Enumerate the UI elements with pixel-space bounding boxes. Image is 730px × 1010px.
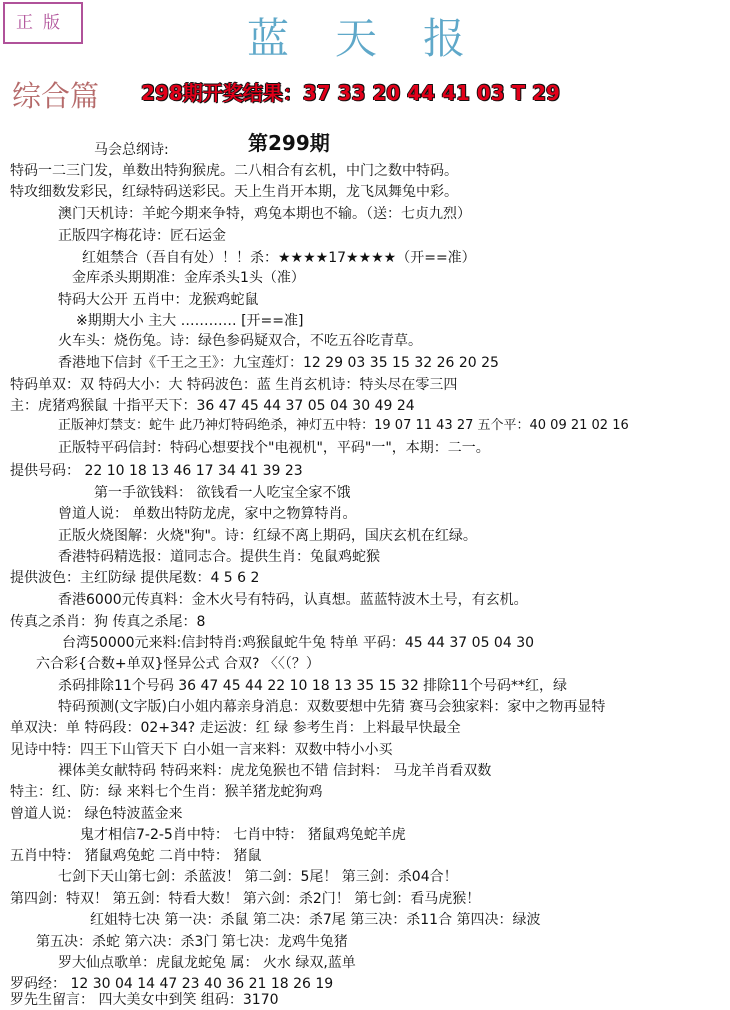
authentic-stamp: 正版 (3, 2, 83, 44)
text-line: 火车头：烧伤兔。诗：绿色参码疑双合，不吃五谷吃青草。 (58, 333, 422, 349)
text-line: 裸体美女献特码 特码来料：虎龙兔猴也不错 信封料： 马龙羊肖看双数 (58, 763, 492, 779)
text-line: 正版神灯禁支：蛇牛 此乃神灯特码绝杀，神灯五中特：19 07 11 43 27 五个平：40 09 21 02 16 (58, 418, 629, 433)
text-line: 香港地下信封《千王之王》：九宝莲灯：12 29 03 35 15 32 26 20 25 (58, 355, 499, 371)
text-line: 曾道人说： 绿色特波蓝金来 (10, 806, 183, 822)
text-line: 特码预测(文字版)白小姐内幕亲身消息：双数要想中先猜 赛马会独家料：家中之物再显特 (58, 699, 606, 715)
text-line: 第四剑：特双！ 第五剑：特看大数！ 第六剑：杀2门！ 第七剑：看马虎猴！ (10, 891, 481, 907)
text-line: 红姐禁合（吾自有处）！！杀：★★★★17★★★★（开==准） (82, 250, 476, 266)
text-line: 特码一二三门发，单数出特狗猴虎。二八相合有玄机，中门之数中特码。 (10, 163, 458, 179)
text-line: 正版火烧图解：火烧"狗"。诗：红绿不离上期码，国庆玄机在红绿。 (58, 528, 477, 544)
text-line: 马会总纲诗: (94, 142, 169, 158)
text-line: 曾道人说： 单数出特防龙虎，家中之物算特肖。 (58, 506, 357, 522)
text-line: 正版四字梅花诗：匠石运金 (58, 228, 226, 244)
text-line: 罗先生留言： 四大美女中到笑 组码：3170 (10, 992, 279, 1008)
text-line: 鬼才相信7-2-5肖中特： 七肖中特： 猪鼠鸡兔蛇羊虎 (80, 827, 406, 843)
text-line: 第一手欲钱料： 欲钱看一人吃宝全家不饿 (94, 485, 351, 501)
text-line: ※期期大小 主大 ………… [开==准] (76, 313, 304, 329)
text-line: 杀码排除11个号码 36 47 45 44 22 10 18 13 35 15 32 排除11个号码**红，绿 (58, 678, 567, 694)
text-line: 香港特码精选报：道同志合。提供生肖：兔鼠鸡蛇猴 (58, 549, 380, 565)
text-line: 主：虎猪鸡猴鼠 十指平天下：36 47 45 44 37 05 04 30 49 24 (10, 398, 415, 414)
issue-number: 第299期 (248, 131, 330, 155)
text-line: 金库杀头期期准：金库杀头1头（准） (72, 270, 305, 286)
text-line: 单双決：单 特码段：02+34? 走运波：红 绿 参考生肖：上料最早快最全 (10, 720, 461, 736)
text-line: 罗码经： 12 30 04 14 47 23 40 36 21 18 26 19 (10, 976, 334, 992)
text-line: 见诗中特：四王下山管天下 白小姐一言来料：双数中特小小买 (10, 742, 393, 758)
text-line: 罗大仙点歌单：虎鼠龙蛇兔 属： 火水 绿双,蓝单 (58, 955, 356, 971)
text-line: 七剑下天山第七剑：杀蓝波！ 第二剑：5尾！ 第三剑：杀04合！ (58, 869, 458, 885)
text-line: 第五决：杀蛇 第六决：杀3门 第七决：龙鸡牛兔猪 (36, 934, 348, 950)
text-line: 香港6000元传真料：金木火号有特码，认真想。蓝蓝特波木土号，有玄机。 (58, 592, 528, 608)
text-line: 传真之杀肖：狗 传真之杀尾：8 (10, 614, 206, 630)
text-line: 提供号码： 22 10 18 13 46 17 34 41 39 23 (10, 463, 303, 479)
text-line: 五肖中特： 猪鼠鸡兔蛇 二肖中特： 猪鼠 (10, 848, 262, 864)
text-line: 特攻细数发彩民，红绿特码送彩民。天上生肖开本期，龙飞凤舞兔中彩。 (10, 184, 458, 200)
text-line: 特码单双：双 特码大小：大 特码波色：蓝 生肖玄机诗：特头尽在零三四 (10, 377, 458, 393)
page-title: 蓝天报 (247, 14, 512, 63)
text-line: 台湾50000元来料:信封特肖:鸡猴鼠蛇牛兔 特单 平码：45 44 37 05 04 30 (62, 635, 535, 651)
section-label: 综合篇 (12, 79, 100, 113)
text-line: 红姐特七决 第一决：杀鼠 第二决：杀7尾 第三决：杀11合 第四决：绿波 (90, 912, 541, 928)
text-line: 特码大公开 五肖中：龙猴鸡蛇鼠 (58, 292, 259, 308)
draw-result: 298期开奖结果：37 33 20 44 41 03 T 29 (141, 81, 560, 105)
text-line: 提供波色：主红防绿 提供尾数：4 5 6 2 (10, 570, 260, 586)
text-line: 六合彩{合数+单双}怪异公式 合双? 〈〈（？） (36, 656, 320, 672)
text-line: 澳门天机诗：羊蛇今期来争特，鸡兔本期也不输。（送：七贞九烈） (58, 206, 471, 222)
text-line: 特主：红、防：绿 来料七个生肖：猴羊猪龙蛇狗鸡 (10, 784, 323, 800)
text-line: 正版特平码信封：特码心想要找个"电视机"，平码"一"，本期：二一。 (58, 440, 490, 456)
